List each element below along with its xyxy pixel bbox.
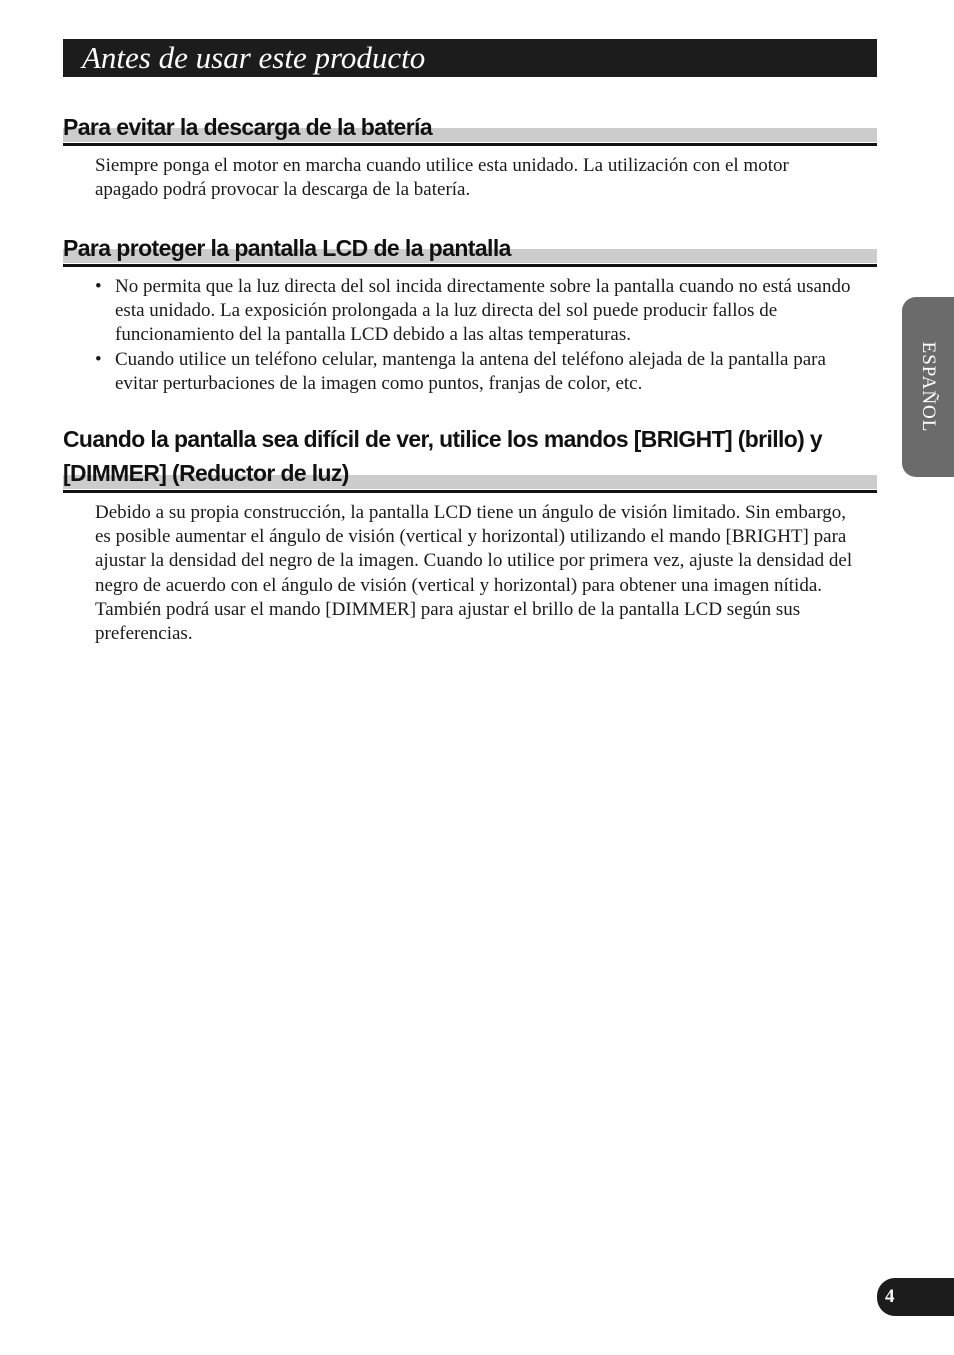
section-heading-battery [63,110,877,147]
bullet-icon: • [95,348,102,370]
section-heading-line-1: Cuando la pantalla sea difícil de ver, utilice los mandos [BRIGHT] (brillo) y [63,426,823,452]
heading-rule [63,264,877,267]
section-heading-line-2: [DIMMER] (Reductor de luz) [63,460,349,486]
language-tab-label: ESPAÑOL [918,341,939,433]
list-item [95,348,855,396]
heading-rule [63,490,877,493]
bullet-icon: • [95,276,102,297]
list-item-text: Cuando utilice un teléfono celular, mantenga la antena del teléfono alejada de la pantalla para evitar perturbaciones de la imagen como puntos, franjas de color, etc. [115,348,826,394]
lcd-bullet-list [95,275,855,396]
section-heading-lcd [63,231,877,268]
section-heading-text: Para proteger la pantalla LCD de la pantalla [63,235,511,261]
list-item-text: No permita que la luz directa del sol incida directamente sobre la pantalla cuando no está usando esta unidado. La exposición prolongada a la luz directa del sol puede producir fallos de funcionamiento del la pantalla LCD debido a las altas temperaturas. [115,276,851,346]
bright-dimmer-paragraph: Debido a su propia construcción, la pantalla LCD tiene un ángulo de visión limitado. Sin embargo, es posible aumentar el ángulo de visión (vertical y horizontal) utilizando el mando [BRIGHT] para ajustar la densidad del negro de la imagen. Cuando lo utilice por primera vez, ajuste la densidad del negro de acuerdo con el ángulo de visión (vertical y horizontal) para obtener una imagen nítida. También podrá usar el mando [DIMMER] para ajustar el brillo de la pantalla LCD según sus preferencias. [95,502,853,645]
page-number: 4 [885,1286,895,1307]
section-heading-bright-dimmer [63,422,877,494]
battery-paragraph: Siempre ponga el motor en marcha cuando utilice esta unidado. La utilización con el motor apagado podrá provocar la descarga de la batería. [95,155,789,201]
page-title: Antes de usar este producto [63,39,877,77]
section-heading-text: Para evitar la descarga de la batería [63,114,433,140]
list-item [95,275,855,348]
heading-rule [63,143,877,146]
